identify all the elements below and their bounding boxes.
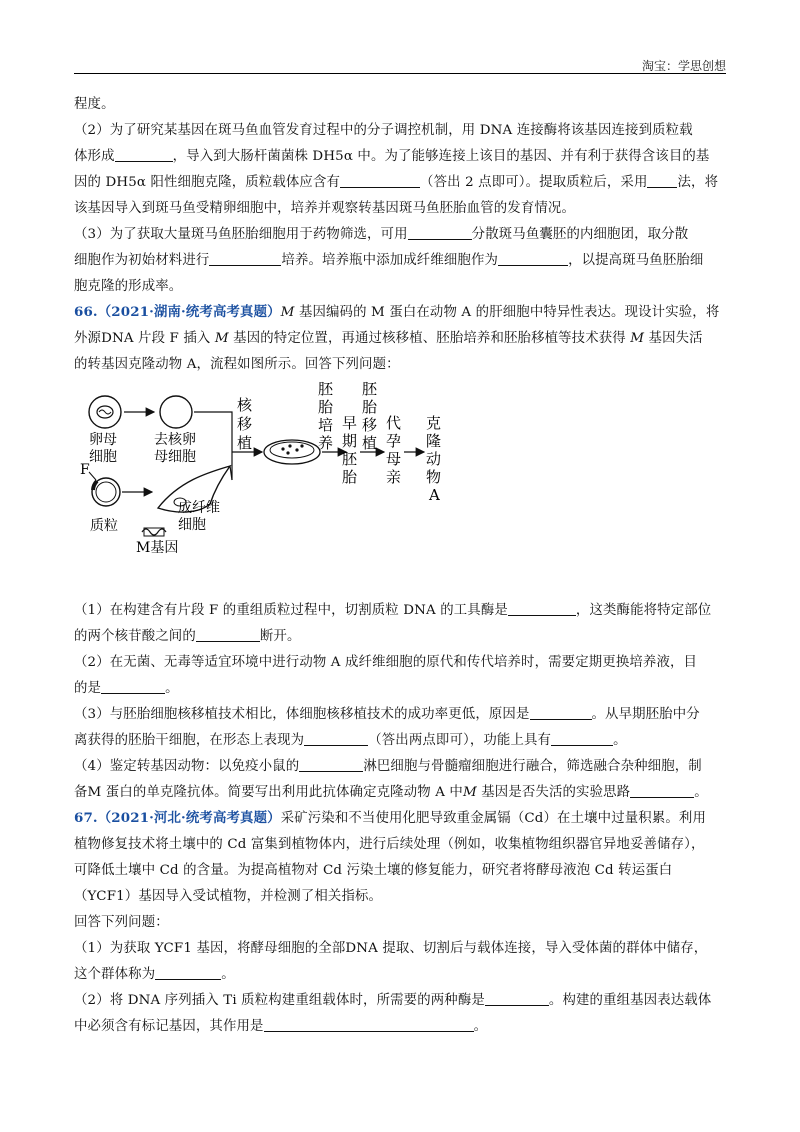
text-line (74, 118, 726, 143)
answer-blank[interactable] (101, 679, 165, 694)
fibroblast-label: 成纤维 (178, 500, 220, 516)
oocyte-icon (89, 396, 121, 428)
answer-blank[interactable] (155, 965, 221, 980)
text-line: 程度。 (74, 97, 115, 112)
enucleated-oocyte-label-2: 母细胞 (154, 449, 196, 465)
text-span: （2）将 DNA 序列插入 Ti 质粒构建重组载体时，所需要的两种酶是 (74, 993, 485, 1008)
gene-symbol: M (630, 331, 645, 346)
text-span: 分散斑马鱼囊胚的内细胞团，取分散 (471, 227, 689, 242)
embryo-transfer-label-1: 胚 (362, 380, 378, 398)
fragment-f-label: F (80, 462, 90, 478)
text-line (74, 196, 726, 221)
oocyte-label-2: 细胞 (89, 449, 117, 465)
text-line (74, 222, 726, 247)
text-line (74, 1014, 726, 1039)
text-span: （YCF1）基因导入受试植物，并检测了相关指标。 (74, 889, 383, 904)
clone-label-3: 动 (426, 450, 442, 468)
embryo-culture-label-1: 胚 (318, 380, 334, 398)
surrogate-label-1: 代 (386, 414, 402, 432)
text-line (74, 274, 726, 299)
text-span: 回答下列问题： (74, 915, 169, 930)
clone-label-2: 隆 (426, 432, 442, 450)
text-span: 中必须含有标记基因，其作用是 (74, 1019, 264, 1034)
early-embryo-label-4: 胎 (342, 468, 358, 486)
text-line (74, 962, 726, 987)
page-header: 淘宝：学思创想 (641, 59, 726, 73)
clone-label-5: A (429, 486, 440, 504)
nuclear-transfer-label-2: 移 (237, 415, 253, 433)
answer-blank[interactable] (530, 705, 592, 720)
text-span: 基因失活 (644, 331, 703, 346)
answer-blank[interactable] (498, 251, 568, 266)
text-span: 基因是否失活的实验思路 (476, 785, 631, 800)
enucleated-oocyte-icon (160, 396, 192, 428)
fragment-f-pointer (89, 472, 96, 480)
text-span: （4）鉴定转基因动物：以免疫小鼠的 (74, 759, 300, 774)
clone-label-1: 克 (426, 414, 442, 432)
text-line (74, 806, 726, 831)
surrogate-label-3: 母 (386, 450, 402, 468)
text-span: （3）与胚胎细胞核移植技术相比，体细胞核移植技术的成功率更低，原因是 (74, 707, 530, 722)
text-span: ，这类酶能将特定部位 (575, 603, 712, 618)
text-line (74, 936, 726, 961)
text-line (74, 170, 726, 195)
surrogate-label-2: 孕 (386, 432, 402, 450)
text-span: 。 (694, 785, 708, 800)
plasmid-label: 质粒 (90, 518, 118, 534)
text-span: 可降低土壤中 Cd 的含量。为提高植物对 Cd 污染土壤的修复能力，研究者将酵母液泡 Cd 转运蛋白 (74, 863, 673, 878)
answer-blank[interactable] (115, 147, 173, 162)
text-line (74, 858, 726, 883)
text-line (74, 832, 726, 857)
text-span: 这个群体称为 (74, 967, 156, 982)
text-line (74, 728, 726, 753)
question-source: （2021·河北·统考高考真题） (97, 810, 281, 826)
text-span: 基因的特定位置，再通过核移植、胚胎培养和胚胎移植等技术获得 (228, 331, 631, 346)
text-span: 该基因导入到斑马鱼受精卵细胞中，培养并观察转基因斑马鱼胚胎血管的发育情况。 (74, 201, 576, 216)
text-line (74, 300, 726, 325)
text-span: 的两个核苷酸之间的 (74, 629, 196, 644)
text-span: 法，将 (677, 175, 719, 190)
text-span: 基因编码的 M 蛋白在动物 A 的肝细胞中特异性表达。现设计实验，将 (294, 305, 720, 320)
text-span: 的是 (74, 681, 102, 696)
text-span: （1）为获取 YCF1 基因，将酵母细胞的全部DNA 提取、切割后与载体连接，导入受体菌的群体中储存， (74, 941, 708, 956)
text-line (74, 248, 726, 273)
text-span: 断开。 (259, 629, 301, 644)
answer-blank[interactable] (304, 731, 368, 746)
text-span: 。从早期胚胎中分 (591, 707, 700, 722)
nuclear-transfer-label-3: 植 (237, 434, 253, 452)
cloning-flow-diagram (80, 380, 500, 560)
text-span: 。构建的重组基因表达载体 (548, 993, 712, 1008)
text-span: 采矿污染和不当使用化肥导致重金属镉（Cd）在土壤中过量积累。利用 (280, 811, 706, 826)
question-number: 67. (74, 810, 98, 826)
early-embryo-label-3: 胚 (342, 450, 358, 468)
header-rule (74, 73, 726, 74)
text-span: ，以提高斑马鱼胚胎细 (568, 253, 704, 268)
embryo-transfer-label-3: 移 (362, 416, 378, 434)
gene-symbol: M (462, 785, 477, 800)
text-span: （答出两点即可），功能上具有 (368, 733, 552, 748)
early-embryo-label-2: 期 (342, 432, 358, 450)
question-number: 66. (74, 304, 98, 320)
embryo-culture-label-3: 培 (318, 416, 334, 434)
culture-dish-icon (264, 440, 320, 464)
answer-blank[interactable] (299, 757, 363, 772)
answer-blank[interactable] (508, 601, 576, 616)
text-span: 备M 蛋白的单克隆抗体。简要写出利用此抗体确定克隆动物 A 中 (74, 785, 463, 800)
text-span: 。 (473, 1019, 488, 1034)
text-span: 淋巴细胞与骨髓瘤细胞进行融合，筛选融合杂种细胞，制 (363, 759, 702, 774)
answer-blank[interactable] (340, 173, 420, 188)
nuclear-transfer-label-1: 核 (237, 396, 253, 414)
text-line (74, 884, 726, 909)
plasmid-icon (92, 478, 120, 506)
m-gene-label: M基因 (136, 540, 179, 556)
text-span: （3）为了获取大量斑马鱼胚胎细胞用于药物筛选，可用 (74, 227, 408, 242)
text-line (74, 352, 726, 377)
text-span: 胞克隆的形成率。 (74, 279, 183, 294)
embryo-transfer-label-2: 胎 (362, 398, 378, 416)
text-span: ，导入到大肠杆菌菌株 DH5α 中。为了能够连接上该目的基因、并有利于获得含该目的基 (172, 149, 710, 164)
fibroblast-label-2: 细胞 (178, 517, 206, 533)
text-span: （2）为了研究某基因在斑马鱼血管发育过程中的分子调控机制，用 DNA 连接酶将该基因连接到质粒载 (74, 123, 693, 138)
answer-blank[interactable] (485, 991, 549, 1006)
connector-merge (222, 412, 232, 466)
text-span: 。 (165, 681, 179, 696)
text-line (74, 144, 726, 169)
text-line (74, 598, 726, 623)
gene-symbol: M (280, 305, 295, 320)
text-line (74, 650, 726, 675)
answer-blank[interactable] (264, 1017, 474, 1032)
enucleated-oocyte-label: 去核卵 (154, 432, 196, 448)
text-span: 。 (221, 967, 235, 982)
clone-label-4: 物 (426, 468, 442, 486)
answer-blank[interactable] (408, 225, 472, 240)
text-span: （1）在构建含有片段 F 的重组质粒过程中，切割质粒 DNA 的工具酶是 (74, 603, 508, 618)
text-span: 因的 DH5α 阳性细胞克隆，质粒载体应含有 (74, 175, 341, 190)
embryo-culture-label-2: 胎 (318, 398, 334, 416)
answer-blank[interactable] (551, 731, 613, 746)
text-line (74, 326, 726, 351)
text-line (74, 624, 726, 649)
embryo-culture-label-4: 养 (318, 434, 334, 452)
gene-symbol: M (214, 331, 229, 346)
text-line (74, 780, 726, 805)
text-line (74, 910, 726, 935)
text-span: 细胞作为初始材料进行 (74, 253, 210, 268)
surrogate-label-4: 亲 (386, 468, 402, 486)
text-line (74, 702, 726, 727)
text-span: 外源DNA 片段 F 插入 (74, 331, 215, 346)
text-span: 培养。培养瓶中添加成纤维细胞作为 (281, 253, 499, 268)
embryo-transfer-label-4: 植 (362, 434, 378, 452)
oocyte-label: 卵母 (89, 432, 117, 448)
text-span: 植物修复技术将土壤中的 Cd 富集到植物体内，进行后续处理（例如，收集植物组织器官异地妥善储存）， (74, 837, 705, 852)
text-span: 。 (613, 733, 627, 748)
answer-blank[interactable] (209, 251, 281, 266)
text-line (74, 754, 726, 779)
text-span: （答出 2 点即可）。提取质粒后，采用 (420, 175, 648, 190)
text-span: 离获得的胚胎干细胞，在形态上表现为 (74, 733, 305, 748)
question-source: （2021·湖南·统考高考真题） (97, 304, 281, 320)
answer-blank[interactable] (630, 783, 694, 798)
answer-blank[interactable] (196, 627, 260, 642)
text-span: 体形成 (74, 149, 115, 164)
text-span: 的转基因克隆动物 A，流程如图所示。回答下列问题： (74, 357, 400, 372)
m-gene-icon (142, 529, 166, 535)
text-line (74, 988, 726, 1013)
early-embryo-label-1: 早 (342, 414, 358, 432)
text-span: （2）在无菌、无毒等适宜环境中进行动物 A 成纤维细胞的原代和传代培养时，需要定期更换培养液，目 (74, 655, 698, 670)
answer-blank[interactable] (647, 173, 677, 188)
text-line (74, 676, 726, 701)
